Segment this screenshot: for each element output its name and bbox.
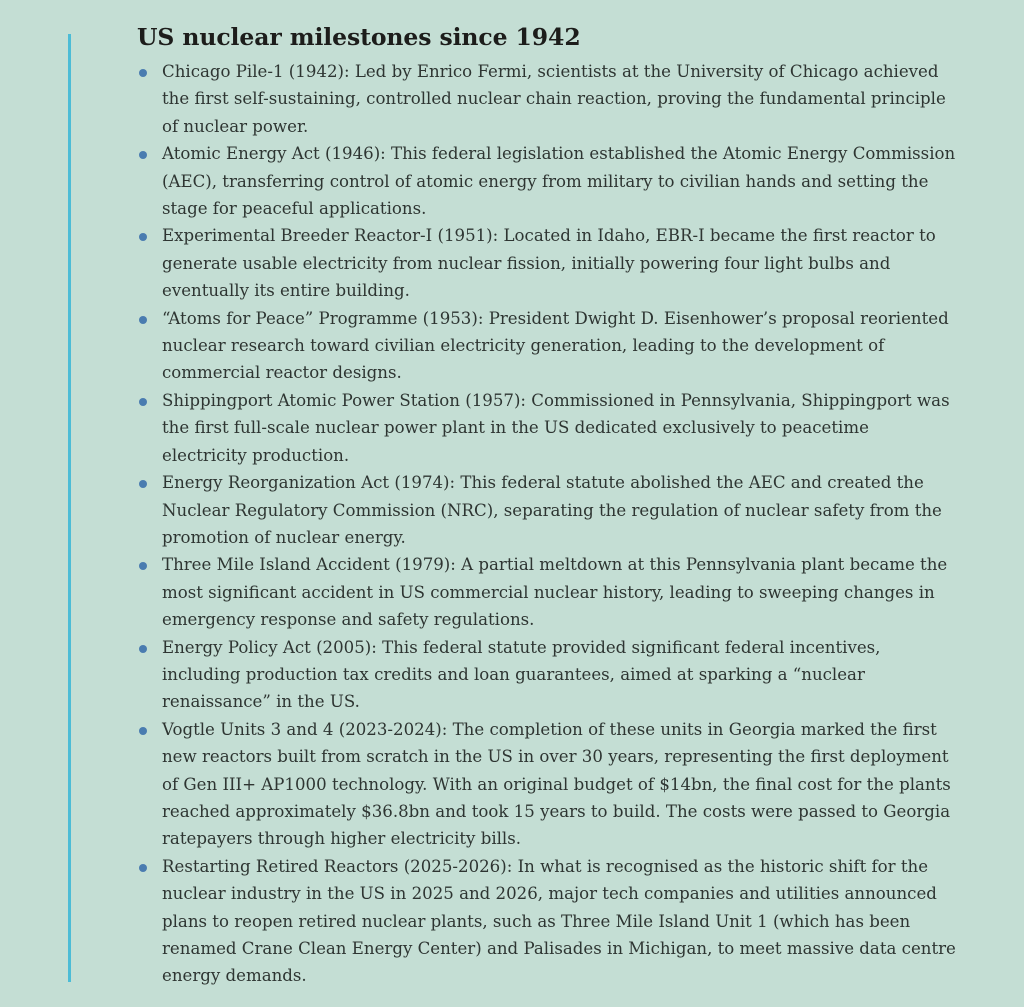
list-item bbox=[137, 140, 957, 222]
bullet-circle-icon bbox=[139, 727, 147, 735]
bullet-circle-icon bbox=[139, 562, 147, 570]
bullet-circle-icon bbox=[139, 645, 147, 653]
bullet-circle-icon bbox=[139, 316, 147, 324]
list-item-text: “Atoms for Peace” Programme (1953): President Dwight D. Eisenhower’s proposal reoriented nuclear research toward civilian electricity generation, leading to the development of commercial reactor designs. bbox=[162, 308, 949, 383]
bullet-circle-icon bbox=[139, 69, 147, 77]
bullet-circle-icon bbox=[139, 864, 147, 872]
list-item-text: Chicago Pile-1 (1942): Led by Enrico Fermi, scientists at the University of Chicago achieved the first self-sustaining, controlled nuclear chain reaction, proving the fundamental principle of nuclear power. bbox=[162, 62, 946, 136]
list-item bbox=[137, 222, 957, 304]
list-item bbox=[137, 305, 957, 387]
left-accent-rule bbox=[68, 34, 71, 982]
list-item bbox=[137, 469, 957, 551]
list-item-text: Experimental Breeder Reactor-I (1951): Located in Idaho, EBR-I became the first reactor to generate usable electricity from nuclear fission, initially powering four light bulbs and eventually its entire building. bbox=[162, 226, 936, 301]
list-item-text: Energy Policy Act (2005): This federal statute provided significant federal incentives, including production tax credits and loan guarantees, aimed at sparking a “nuclear renaissance” in the US. bbox=[162, 637, 881, 712]
list-item-text: Restarting Retired Reactors (2025-2026): In what is recognised as the historic shift for the nuclear industry in the US in 2025 and 2026, major tech companies and utilities announced plans to reopen retired nuclear plants, such as Three Mile Island Unit 1 (which has been renamed Crane Clean Energy Center) and Palisades in Michigan, to meet massive data centre energy demands. bbox=[162, 856, 956, 986]
list-item-text: Three Mile Island Accident (1979): A partial meltdown at this Pennsylvania plant became the most significant accident in US commercial nuclear history, leading to sweeping changes in emergency response and safety regulations. bbox=[162, 555, 948, 630]
bullet-circle-icon bbox=[139, 233, 147, 241]
list-item bbox=[137, 634, 957, 716]
bullet-circle-icon bbox=[139, 480, 147, 488]
milestones-list bbox=[137, 58, 957, 990]
list-item-text: Energy Reorganization Act (1974): This federal statute abolished the AEC and created the Nuclear Regulatory Commission (NRC), separating the regulation of nuclear safety from the promotion of nuclear energy. bbox=[162, 473, 942, 547]
list-item-text: Atomic Energy Act (1946): This federal legislation established the Atomic Energy Commission (AEC), transferring control of atomic energy from military to civilian hands and setting the stage for peaceful applications. bbox=[162, 144, 956, 219]
bullet-circle-icon bbox=[139, 398, 147, 406]
article-content bbox=[137, 22, 957, 990]
list-item bbox=[137, 853, 957, 990]
page-title: US nuclear milestones since 1942 bbox=[137, 23, 581, 51]
bullet-circle-icon bbox=[139, 151, 147, 159]
list-item-text: Vogtle Units 3 and 4 (2023-2024): The completion of these units in Georgia marked the first new reactors built from scratch in the US in over 30 years, representing the first deployment of Gen III+ AP1000 technology. With an original budget of $14bn, the final cost for the plants reached approximately $36.8bn and took 15 years to build. The costs were passed to Georgia ratepayers through higher electricity bills. bbox=[162, 719, 951, 849]
list-item bbox=[137, 58, 957, 140]
list-item-text: Shippingport Atomic Power Station (1957): Commissioned in Pennsylvania, Shippingport was the first full-scale nuclear power plant in the US dedicated exclusively to peacetime electricity production. bbox=[162, 390, 950, 465]
list-item bbox=[137, 387, 957, 469]
list-item bbox=[137, 716, 957, 853]
list-item bbox=[137, 551, 957, 633]
